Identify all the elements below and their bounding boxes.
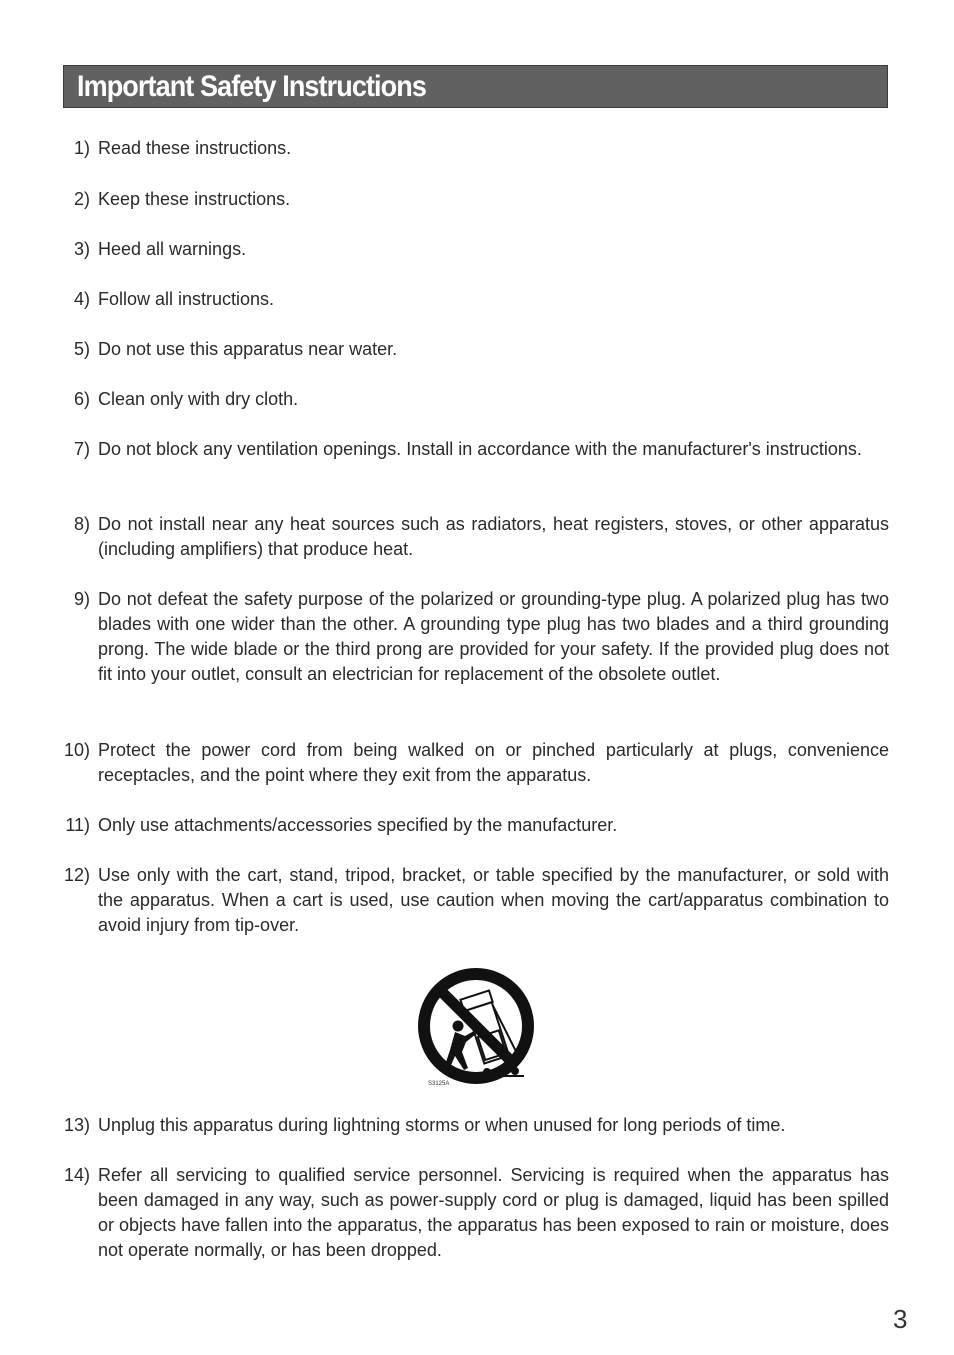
item-text: Follow all instructions. [98,289,275,309]
item-text: Read these instructions. [98,138,292,158]
item-text: Do not use this apparatus near water. [98,339,398,359]
item-number: 2) [73,189,90,209]
item-number: 3) [73,239,90,259]
item-number: 13) [63,1115,90,1135]
item-number: 9) [73,589,90,609]
item-text: Clean only with dry cloth. [98,389,299,409]
item-number: 4) [73,289,90,309]
item-text: Do not defeat the safety purpose of the polarized or grounding-type plug. A polarized plug has two blades with one wider than the other. A grounding type plug has two blades and a third grounding prong. The wide blade or the third prong are provided for your safety. If the provided plug does not fit into your outlet, consult an electrician for replacement of the obsolete outlet. [98,589,889,684]
page-title: Important Safety Instructions [77,70,426,103]
item-number: 10) [63,740,90,760]
item-text: Keep these instructions. [98,189,291,209]
item-number: 1) [73,138,90,158]
item-text: Heed all warnings. [98,239,247,259]
item-number: 11) [65,815,90,835]
item-number: 6) [73,389,90,409]
item-text: Only use attachments/accessories specified by the manufacturer. [98,815,618,835]
item-number: 12) [63,865,90,885]
item-text: Refer all servicing to qualified service personnel. Servicing is required when the apparatus has been damaged in any way, such as power-supply cord or plug is damaged, liquid has been spilled or objects have fallen into the apparatus, the apparatus has been exposed to rain or moisture, does not operate normally, or has been dropped. [98,1165,889,1260]
item-number: 5) [73,339,90,359]
item-text: Use only with the cart, stand, tripod, bracket, or table specified by the manufacturer, or sold with the apparatus. When a cart is used, use caution when moving the cart/apparatus combination to avoid injury from tip-over. [98,865,889,935]
item-number: 7) [73,439,90,459]
item-number: 14) [63,1165,90,1185]
item-text: Do not install near any heat sources such as radiators, heat registers, stoves, or other apparatus (including amplifiers) that produce heat. [98,514,889,559]
item-text: Do not block any ventilation openings. Install in accordance with the manufacturer's instructions. [98,439,862,459]
cart-tip-over-warning-icon [418,968,538,1092]
page-number: 3 [893,1304,908,1334]
item-number: 8) [73,514,90,534]
item-text: Unplug this apparatus during lightning storms or when unused for long periods of time. [98,1115,786,1135]
symbol-code-label: S3125A [428,1081,450,1087]
item-text: Protect the power cord from being walked on or pinched particularly at plugs, convenience receptacles, and the point where they exit from the apparatus. [98,740,889,785]
